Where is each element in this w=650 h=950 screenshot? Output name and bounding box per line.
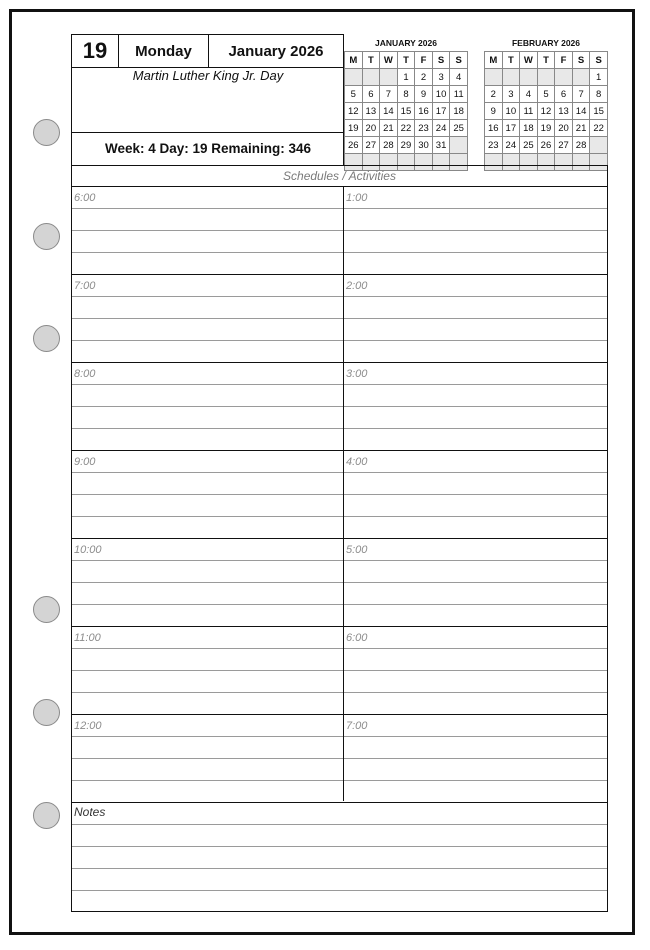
calendar-day-cell[interactable]: 8 bbox=[590, 86, 608, 103]
binder-hole bbox=[33, 699, 60, 726]
ruled-line bbox=[344, 692, 607, 693]
calendar-day-cell bbox=[380, 69, 398, 86]
ruled-line bbox=[344, 560, 607, 561]
time-slot-label: 7:00 bbox=[346, 720, 368, 732]
calendar-day-cell[interactable]: 1 bbox=[590, 69, 608, 86]
block-divider-line bbox=[72, 714, 607, 715]
calendar-day-cell[interactable]: 20 bbox=[362, 120, 380, 137]
day-number: 19 bbox=[71, 34, 119, 68]
weekday-header: W bbox=[380, 52, 398, 69]
week-day-stats: Week: 4 Day: 19 Remaining: 346 bbox=[104, 141, 312, 156]
ruled-line bbox=[72, 560, 343, 561]
ruled-line bbox=[344, 494, 607, 495]
calendar-day-cell bbox=[520, 69, 538, 86]
ruled-line bbox=[344, 736, 607, 737]
ruled-line bbox=[72, 868, 607, 869]
calendar-day-cell[interactable]: 30 bbox=[415, 137, 433, 154]
calendar-day-cell[interactable]: 28 bbox=[572, 137, 590, 154]
time-slot-label: 4:00 bbox=[346, 456, 368, 468]
weekday-header: M bbox=[345, 52, 363, 69]
ruled-line bbox=[72, 428, 343, 429]
binder-hole bbox=[33, 325, 60, 352]
weekday-header: W bbox=[520, 52, 538, 69]
calendar-day-cell[interactable]: 25 bbox=[520, 137, 538, 154]
time-slot-label: 6:00 bbox=[346, 632, 368, 644]
calendar-day-cell[interactable]: 19 bbox=[345, 120, 363, 137]
weekday-header: F bbox=[415, 52, 433, 69]
calendar-day-cell bbox=[502, 69, 520, 86]
calendar-day-cell[interactable]: 1 bbox=[397, 69, 415, 86]
calendar-day-cell[interactable]: 9 bbox=[415, 86, 433, 103]
binder-hole bbox=[33, 596, 60, 623]
holiday-label: Martin Luther King Jr. Day bbox=[132, 68, 284, 83]
calendar-day-cell[interactable]: 14 bbox=[572, 103, 590, 120]
calendar-day-cell bbox=[485, 69, 503, 86]
time-slot-label: 1:00 bbox=[346, 192, 368, 204]
calendar-day-cell[interactable]: 16 bbox=[485, 120, 503, 137]
time-slot-label: 9:00 bbox=[74, 456, 96, 468]
ruled-line bbox=[72, 472, 343, 473]
calendar-day-cell[interactable]: 22 bbox=[590, 120, 608, 137]
weekday-header: T bbox=[537, 52, 555, 69]
calendar-day-cell[interactable]: 25 bbox=[450, 120, 468, 137]
time-slot-label: 2:00 bbox=[346, 280, 368, 292]
ruled-line bbox=[344, 208, 607, 209]
time-slot-label: 12:00 bbox=[74, 720, 102, 732]
weekday-header: T bbox=[502, 52, 520, 69]
time-slot-label: 7:00 bbox=[74, 280, 96, 292]
ruled-line bbox=[344, 780, 607, 781]
calendar-day-cell[interactable]: 19 bbox=[537, 120, 555, 137]
ruled-line bbox=[344, 252, 607, 253]
ruled-line bbox=[72, 296, 343, 297]
time-slot-label: 8:00 bbox=[74, 368, 96, 380]
calendar-day-cell bbox=[572, 69, 590, 86]
calendar-day-cell[interactable]: 12 bbox=[345, 103, 363, 120]
calendar-day-cell[interactable]: 10 bbox=[432, 86, 450, 103]
calendar-day-cell[interactable]: 3 bbox=[502, 86, 520, 103]
calendar-title-january: JANUARY 2026 bbox=[375, 38, 437, 48]
calendar-day-cell[interactable]: 31 bbox=[432, 137, 450, 154]
calendar-day-cell[interactable]: 18 bbox=[450, 103, 468, 120]
ruled-line bbox=[72, 340, 343, 341]
ruled-line bbox=[344, 582, 607, 583]
calendar-day-cell[interactable]: 13 bbox=[362, 103, 380, 120]
block-divider-line bbox=[72, 626, 607, 627]
calendar-day-cell[interactable]: 14 bbox=[380, 103, 398, 120]
ruled-line bbox=[72, 252, 343, 253]
ruled-line bbox=[72, 494, 343, 495]
calendar-day-cell[interactable]: 27 bbox=[362, 137, 380, 154]
calendar-day-cell[interactable]: 17 bbox=[502, 120, 520, 137]
notes-label: Notes bbox=[74, 805, 106, 819]
ruled-line bbox=[72, 846, 607, 847]
time-slot-label: 6:00 bbox=[74, 192, 96, 204]
weekday-header: S bbox=[432, 52, 450, 69]
calendar-day-cell[interactable]: 5 bbox=[345, 86, 363, 103]
weekday-header: F bbox=[555, 52, 573, 69]
ruled-line bbox=[344, 472, 607, 473]
calendar-day-cell bbox=[537, 69, 555, 86]
calendar-day-cell[interactable]: 11 bbox=[450, 86, 468, 103]
calendar-day-cell[interactable]: 15 bbox=[397, 103, 415, 120]
mini-calendar-january bbox=[344, 51, 468, 171]
ruled-line bbox=[72, 648, 343, 649]
ruled-line bbox=[72, 890, 607, 891]
calendar-day-cell[interactable]: 21 bbox=[380, 120, 398, 137]
weekday-header: S bbox=[450, 52, 468, 69]
month-year-label: January 2026 bbox=[208, 34, 344, 68]
calendar-title-february: FEBRUARY 2026 bbox=[511, 38, 581, 48]
ruled-line bbox=[72, 780, 343, 781]
calendar-day-cell[interactable]: 5 bbox=[537, 86, 555, 103]
calendar-day-cell[interactable]: 2 bbox=[485, 86, 503, 103]
calendar-day-cell[interactable]: 24 bbox=[502, 137, 520, 154]
calendar-day-cell[interactable]: 17 bbox=[432, 103, 450, 120]
ruled-line bbox=[72, 516, 343, 517]
ruled-line bbox=[344, 318, 607, 319]
calendar-day-cell[interactable]: 3 bbox=[432, 69, 450, 86]
calendar-day-cell[interactable]: 16 bbox=[415, 103, 433, 120]
calendar-day-cell bbox=[590, 137, 608, 154]
ruled-line bbox=[344, 340, 607, 341]
calendar-day-cell[interactable]: 23 bbox=[485, 137, 503, 154]
ruled-line bbox=[72, 384, 343, 385]
time-slot-label: 5:00 bbox=[346, 544, 368, 556]
ruled-line bbox=[72, 604, 343, 605]
ruled-line bbox=[72, 758, 343, 759]
ruled-line bbox=[72, 824, 607, 825]
ruled-line bbox=[344, 230, 607, 231]
weekday-header: T bbox=[362, 52, 380, 69]
weekday-header: T bbox=[397, 52, 415, 69]
calendar-day-cell[interactable]: 13 bbox=[555, 103, 573, 120]
binder-hole bbox=[33, 119, 60, 146]
calendar-day-cell[interactable]: 12 bbox=[537, 103, 555, 120]
ruled-line bbox=[72, 208, 343, 209]
time-slot-label: 10:00 bbox=[74, 544, 102, 556]
ruled-line bbox=[344, 406, 607, 407]
ruled-line bbox=[344, 384, 607, 385]
calendar-day-cell[interactable]: 18 bbox=[520, 120, 538, 137]
schedule-header: Schedules / Activities bbox=[71, 165, 608, 187]
block-divider-line bbox=[72, 274, 607, 275]
ruled-line bbox=[72, 230, 343, 231]
calendar-day-cell[interactable]: 2 bbox=[415, 69, 433, 86]
calendar-day-cell[interactable]: 23 bbox=[415, 120, 433, 137]
calendar-day-cell[interactable]: 26 bbox=[345, 137, 363, 154]
ruled-line bbox=[344, 296, 607, 297]
calendar-day-cell[interactable]: 24 bbox=[432, 120, 450, 137]
block-divider-line bbox=[72, 802, 607, 803]
calendar-day-cell[interactable]: 15 bbox=[590, 103, 608, 120]
calendar-day-cell[interactable]: 29 bbox=[397, 137, 415, 154]
calendar-day-cell[interactable]: 7 bbox=[572, 86, 590, 103]
block-divider-line bbox=[72, 538, 607, 539]
ruled-line bbox=[344, 648, 607, 649]
ruled-line bbox=[72, 582, 343, 583]
calendar-day-cell[interactable]: 6 bbox=[555, 86, 573, 103]
ruled-line bbox=[344, 758, 607, 759]
ruled-line bbox=[344, 516, 607, 517]
calendar-day-cell[interactable]: 8 bbox=[397, 86, 415, 103]
ruled-line bbox=[344, 604, 607, 605]
weekday-header: S bbox=[590, 52, 608, 69]
weekday-label: Monday bbox=[118, 34, 209, 68]
calendar-day-cell[interactable]: 11 bbox=[520, 103, 538, 120]
calendar-day-cell bbox=[450, 137, 468, 154]
ruled-line bbox=[72, 318, 343, 319]
calendar-day-cell[interactable]: 6 bbox=[362, 86, 380, 103]
weekday-header: M bbox=[485, 52, 503, 69]
calendar-day-cell bbox=[555, 69, 573, 86]
calendar-day-cell[interactable]: 9 bbox=[485, 103, 503, 120]
block-divider-line bbox=[72, 450, 607, 451]
ruled-line bbox=[72, 670, 343, 671]
mini-calendar-february bbox=[484, 51, 608, 171]
time-slot-label: 3:00 bbox=[346, 368, 368, 380]
ruled-line bbox=[72, 736, 343, 737]
ruled-line bbox=[72, 692, 343, 693]
block-divider-line bbox=[72, 362, 607, 363]
calendar-day-cell[interactable]: 4 bbox=[450, 69, 468, 86]
calendar-day-cell bbox=[345, 69, 363, 86]
calendar-day-cell bbox=[362, 69, 380, 86]
time-slot-label: 11:00 bbox=[74, 632, 101, 644]
calendar-day-cell[interactable]: 22 bbox=[397, 120, 415, 137]
calendar-day-cell[interactable]: 26 bbox=[537, 137, 555, 154]
calendar-day-cell[interactable]: 21 bbox=[572, 120, 590, 137]
binder-hole bbox=[33, 223, 60, 250]
calendar-day-cell[interactable]: 7 bbox=[380, 86, 398, 103]
binder-hole bbox=[33, 802, 60, 829]
ruled-line bbox=[344, 428, 607, 429]
ruled-line bbox=[344, 670, 607, 671]
calendar-day-cell[interactable]: 27 bbox=[555, 137, 573, 154]
schedule-frame bbox=[71, 186, 608, 912]
calendar-day-cell[interactable]: 20 bbox=[555, 120, 573, 137]
weekday-header: S bbox=[572, 52, 590, 69]
calendar-day-cell[interactable]: 4 bbox=[520, 86, 538, 103]
calendar-day-cell[interactable]: 28 bbox=[380, 137, 398, 154]
calendar-day-cell[interactable]: 10 bbox=[502, 103, 520, 120]
ruled-line bbox=[72, 406, 343, 407]
